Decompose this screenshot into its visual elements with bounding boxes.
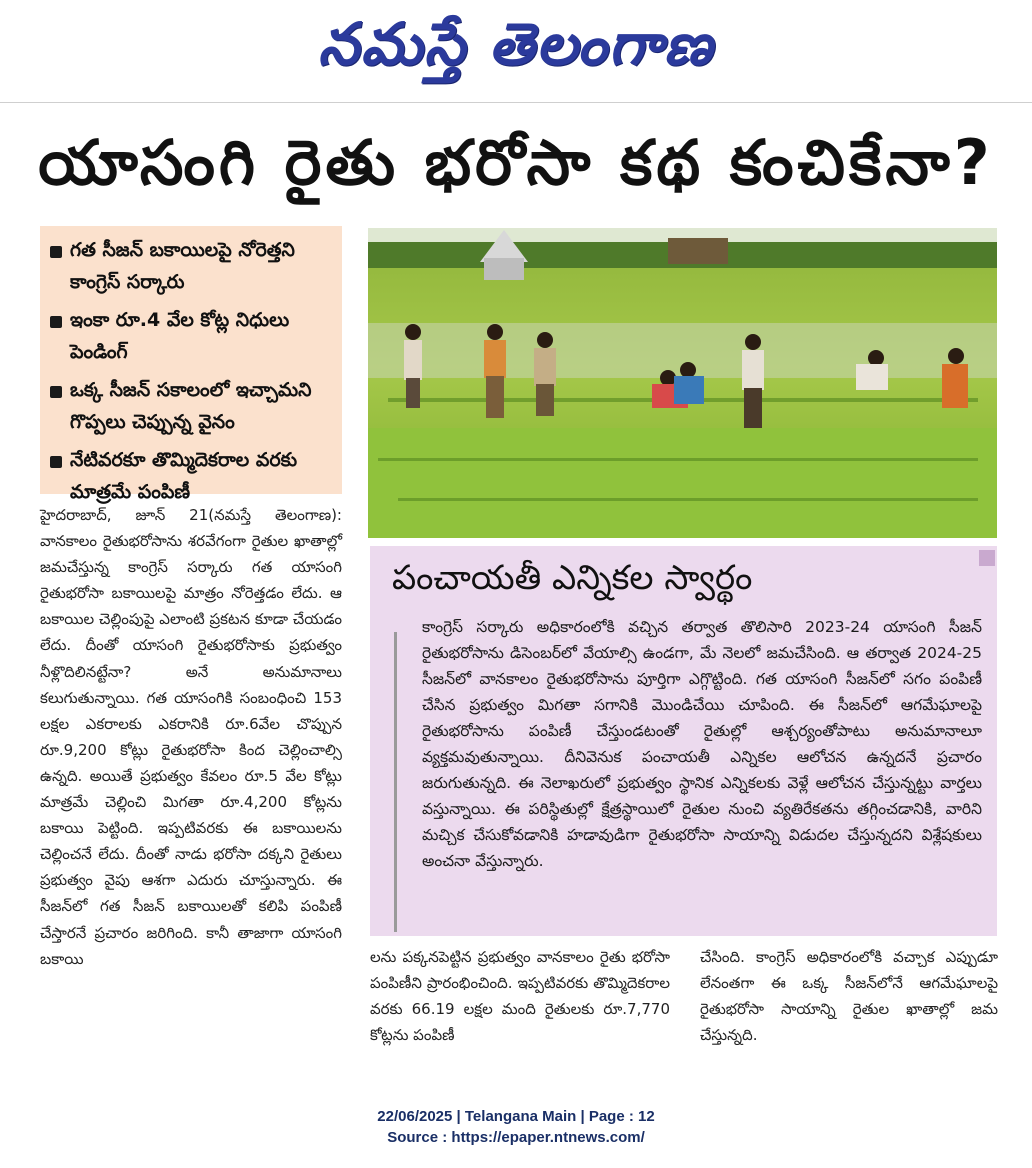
paddy-field-illustration [368,228,997,538]
sidebar-box [370,546,997,936]
farmers-paddy-photo [368,228,997,538]
masthead [0,0,1032,100]
highlight-item [50,234,336,298]
bullet-icon [50,246,62,258]
article-body-right: చేసింది. కాంగ్రెస్ అధికారంలోకి వచ్చాక ఎప్పుడూ లేనంతగా ఈ ఒక్క సీజన్‌లోనే ఆగమేఘాలపై రైతుభరోసా సాయాన్ని రైతుల ఖాతాల్లో జమ చేస్తున్నది. [700,948,998,1045]
footer-source-link[interactable]: Source : https://epaper.ntnews.com/ [387,1129,645,1146]
newspaper-logo: నమస్తే తెలంగాణ [318,10,714,78]
highlight-text: నేటివరకూ తొమ్మిదెకరాల వరకు మాత్రమే పంపిణీ [70,449,298,503]
highlight-item [50,444,336,508]
sidebar-title: పంచాయతీ ఎన్నికల స్వార్థం [392,558,753,598]
sidebar-text: కాంగ్రెస్ సర్కారు అధికారంలోకి వచ్చిన తర్వాత తొలిసారి 2023-24 యాసంగి సీజన్ రైతుభరోసాను డిసెంబర్‌లో వేయాల్సి ఉండగా, మే నెలలో జమచేసింది. ఆ తర్వాత 2024-25 సీజన్‌లో వానకాలం రైతుభరోసాను పూర్తిగా ఎగ్గొట్టింది. గత యాసంగి సీజన్‌లో సగం పంపిణీ చేసిన ప్రభుత్వం మిగతా సగానికి మొండిచేయి చూపింది. ఈ సీజన్‌లో ఆగమేఘాలపై రైతుభరోసాను పంపిణీ చేస్తుండటంతో రైతుల్లో ఆశ్చర్యంతోపాటు అనుమానాలూ వ్యక్తమవుతున్నాయి. దీనివెనుక పంచాయతీ ఎన్నికల ఆలోచన ఉన్నదనే ప్రచారం జరుగుతున్నది. ఈ నెలాఖరులో ప్రభుత్వం స్థానిక ఎన్నికలకు వెళ్లే ఆలోచన చేస్తున్నట్టు వార్తలు వస్తున్నాయి. ఈ పరిస్థితుల్లో క్షేత్రస్థాయిలో రైతుల నుంచి వ్యతిరేకతను తగ్గించడానికి, వారిని మచ్చిక చేసుకోవడానికి హడావుడిగా రైతుభరోసా సాయాన్ని విడుదల చేస్తున్నదని విశ్లేషకులు అంచనా వేస్తున్నారు. [422,618,982,870]
article-body-middle: లను పక్కనపెట్టిన ప్రభుత్వం వానకాలం రైతు భరోసా పంపిణీని ప్రారంభించింది. ఇప్పటివరకు తొమ్మిదెకరాల వరకు 66.19 లక్షల మంది రైతులకు రూ.7,770 కోట్లను పంపిణీ [370,948,670,1045]
article-headline: యాసంగి రైతు భరోసా కథ కంచికేనా? [38,126,994,199]
page-footer [0,1106,1032,1148]
bullet-icon [50,316,62,328]
quote-bar [394,632,397,932]
footer-edition-info: 22/06/2025 | Telangana Main | Page : 12 [377,1108,655,1125]
highlight-text: ఒక్క సీజన్ సకాలంలో ఇచ్చామని గొప్పలు చెప్పున్న వైనం [70,379,312,433]
highlight-item [50,304,336,368]
highlights-box [40,226,342,503]
highlight-item [50,374,336,438]
article-body-left: హైదరాబాద్, జూన్ 21(నమస్తే తెలంగాణ): వానకాలం రైతుభరోసాను శరవేగంగా రైతుల ఖాతాల్లో జమచేస్తున్న కాంగ్రెస్ సర్కారు గత యాసంగి రైతుభరోసా బకాయిలపై మాత్రం నోరెత్తడం లేదు. ఆ బకాయిల చెల్లింపుపై ఎలాంటి ప్రకటన కూడా చేయడం లేదు. దీంతో యాసంగి రైతుభరోసాకు ప్రభుత్వం నీళ్లొదిలినట్టేనా? అనే అనుమానాలు కలుగుతున్నాయి. గత యాసంగికి సంబంధించి 153 లక్షల ఎకరాలకు ఎకరానికి రూ.6వేల చొప్పున రూ.9,200 కోట్లు రైతుభరోసా కింద చెల్లించాల్సి ఉన్నది. అయితే ప్రభుత్వం కేవలం రూ.5 వేల కోట్లు మాత్రమే చెల్లించి మిగతా రూ.4,200 కోట్లను బకాయి పెట్టింది. ఇప్పటివరకు ఈ బకాయిలను చెల్లించనే లేదు. దీంతో నాడు భరోసా దక్కని రైతులు ప్రభుత్వం వైపు ఆశగా ఎదురు చూస్తున్నారు. ఈ సీజన్‌లో గత సీజన్ బకాయిలతో కలిపి పంపిణీ చేస్తారనే ప్రచారం జరిగింది. కానీ తాజాగా యాసంగి బకాయి [40,506,342,968]
bullet-icon [50,456,62,468]
highlight-text: గత సీజన్ బకాయిలపై నోరెత్తని కాంగ్రెస్ సర్కారు [70,239,295,293]
highlight-text: ఇంకా రూ.4 వేల కోట్ల నిధులు పెండింగ్ [70,309,290,363]
masthead-divider [0,102,1032,103]
bullet-icon [50,386,62,398]
box-corner-marker [979,550,995,566]
